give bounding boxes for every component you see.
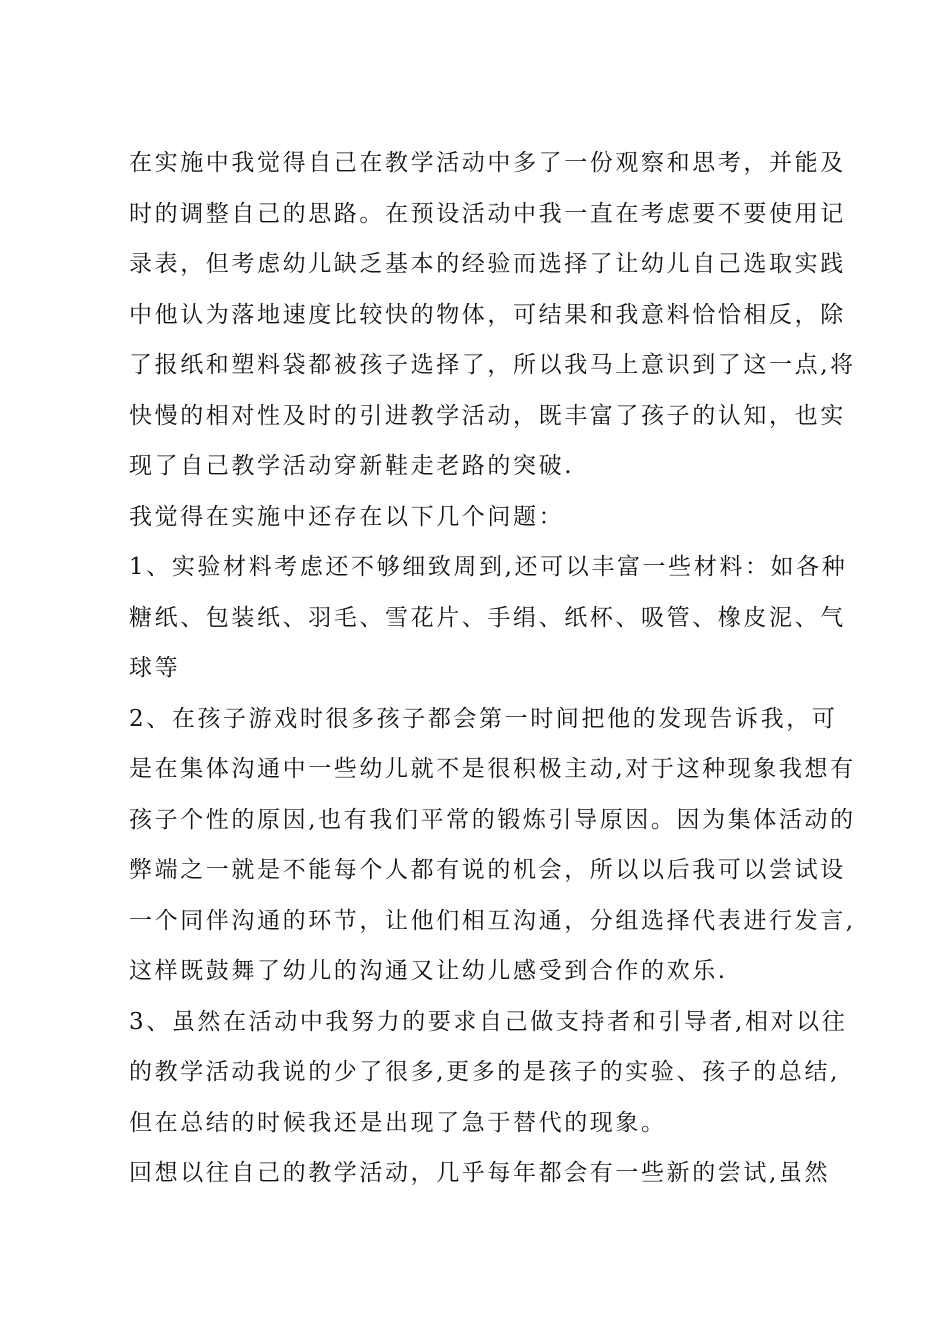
document-body <box>129 138 859 1199</box>
paragraph-problem-3: 3、虽然在活动中我努力的要求自己做支持者和引导者,相对以往的教学活动我说的少了很多,更多的是孩子的实验、孩子的总结,但在总结的时候我还是出现了急于替代的现象。 <box>129 1008 848 1136</box>
paragraph-problem-2: 2、在孩子游戏时很多孩子都会第一时间把他的发现告诉我，可是在集体沟通中一些幼儿就不是很积极主动,对于这种现象我想有孩子个性的原因,也有我们平常的锻炼引导原因。因为集体活动的弊端之一就是不能每个人都有说的机会，所以以后我可以尝试设一个同伴沟通的环节，让他们相互沟通，分组选择代表进行发言,这样既鼓舞了幼儿的沟通又让幼儿感受到合作的欢乐. <box>129 705 856 984</box>
paragraph-looking-back: 回想以往自己的教学活动，几乎每年都会有一些新的尝试,虽然 <box>129 1160 831 1186</box>
paragraph-reflection-intro: 在实施中我觉得自己在教学活动中多了一份观察和思考，并能及时的调整自己的思路。在预设活动中我一直在考虑要不要使用记录表，但考虑幼儿缺乏基本的经验而选择了让幼儿自己选取实践中他认为落地速度比较快的物体，可结果和我意料恰恰相反，除了报纸和塑料袋都被孩子选择了，所以我马上意识到了这一点,将快慢的相对性及时的引进教学活动，既丰富了孩子的认知，也实现了自己教学活动穿新鞋走老路的突破. <box>129 150 856 479</box>
paragraph-problem-1: 1、实验材料考虑还不够细致周到,还可以丰富一些材料：如各种糖纸、包装纸、羽毛、雪花片、手绢、纸杯、吸管、橡皮泥、气球等 <box>129 554 848 681</box>
paragraph-problems-heading: 我觉得在实施中还存在以下几个问题： <box>129 503 565 530</box>
